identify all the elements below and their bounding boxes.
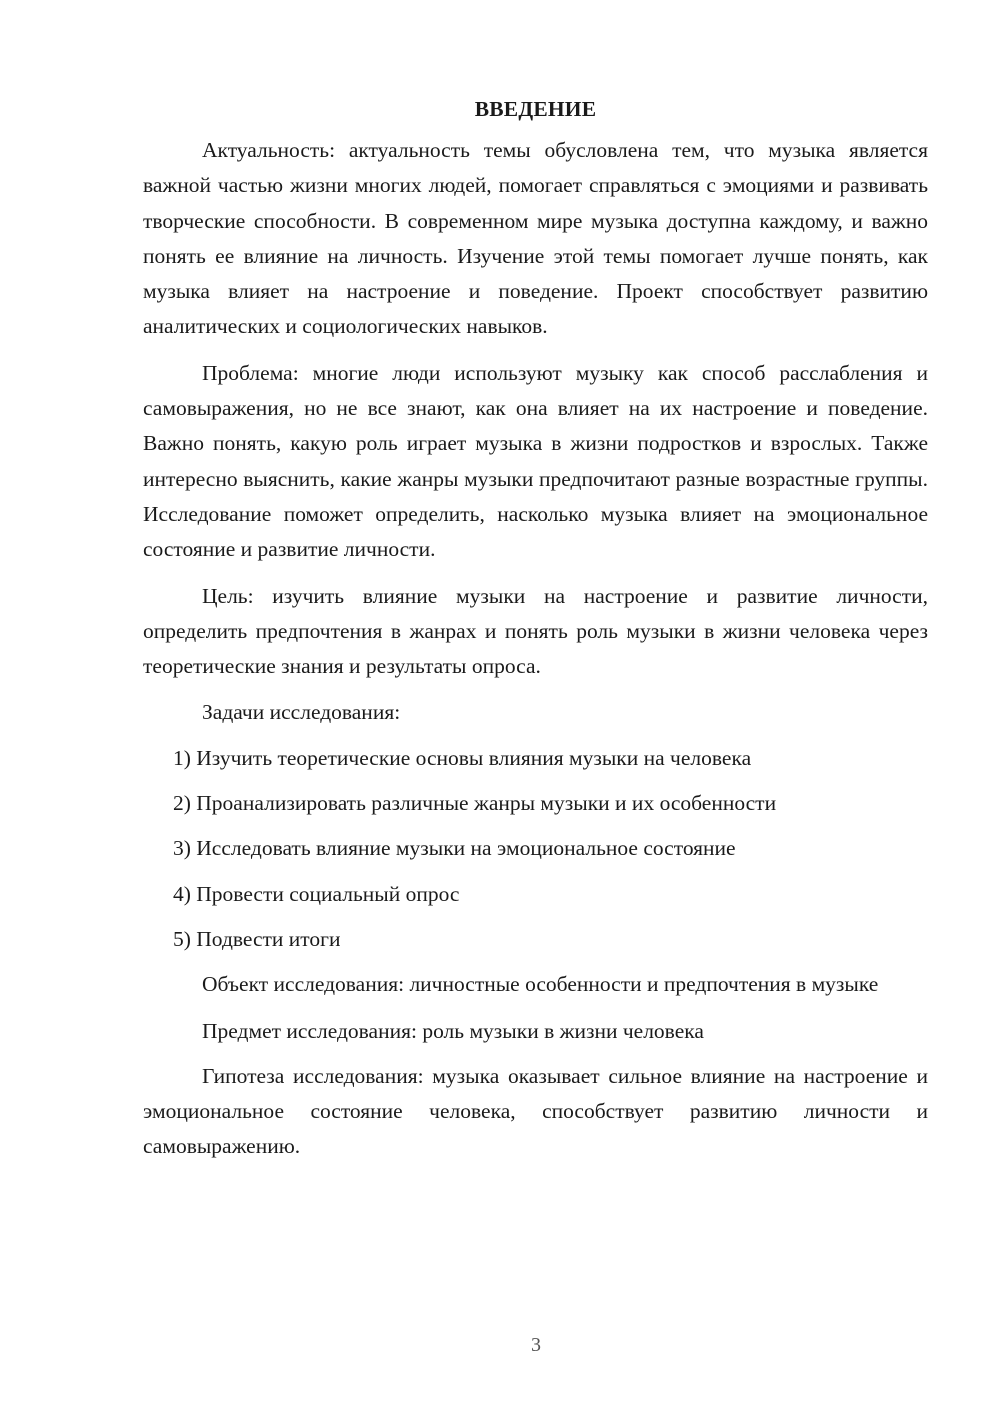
page-number: 3 [531, 1334, 541, 1356]
tasks-heading: Задачи исследования: [202, 700, 401, 725]
task-list [143, 741, 928, 957]
paragraph-hypothesis: Гипотеза исследования: музыка оказывает сильное влияние на настроение и эмоциональное состояние человека, способствует развитию личности и самовыражению. [143, 1063, 928, 1159]
list-item: 2) Проанализировать различные жанры музыки и их особенности [173, 791, 777, 816]
list-item: 1) Изучить теоретические основы влияния музыки на человека [173, 745, 752, 770]
list-item: 5) Подвести итоги [173, 926, 341, 951]
paragraph-problem: Проблема: многие люди используют музыку как способ расслабления и самовыражения, но не все знают, как она влияет на их настроение и поведение. Важно понять, какую роль играет музыка в жизни подростков и взрослых. Также интересно выяснить, какие жанры музыки предпочитают разные возрастные группы. Исследование поможет определить, насколько музыка влияет на эмоциональное состояние и развитие личности. [143, 360, 928, 562]
list-item: 3) Исследовать влияние музыки на эмоциональное состояние [173, 836, 736, 861]
page-title: ВВЕДЕНИЕ [474, 97, 597, 121]
paragraph-object: Объект исследования: личностные особенности и предпочтения в музыке [202, 972, 879, 997]
paragraph-relevance: Актуальность: актуальность темы обусловлена тем, что музыка является важной частью жизни многих людей, помогает справляться с эмоциями и развивать творческие способности. В современном мире музыка доступна каждому, и важно понять ее влияние на личность. Изучение этой темы помогает лучше понять, как музыка влияет на настроение и поведение. Проект способствует развитию аналитических и социологических навыков. [143, 138, 928, 339]
list-item: 4) Провести социальный опрос [173, 881, 460, 906]
paragraph-goal: Цель: изучить влияние музыки на настроение и развитие личности, определить предпочтения в жанрах и понять роль музыки в жизни человека через теоретические знания и результаты опроса. [143, 583, 928, 679]
paragraph-subject: Предмет исследования: роль музыки в жизни человека [202, 1018, 704, 1043]
